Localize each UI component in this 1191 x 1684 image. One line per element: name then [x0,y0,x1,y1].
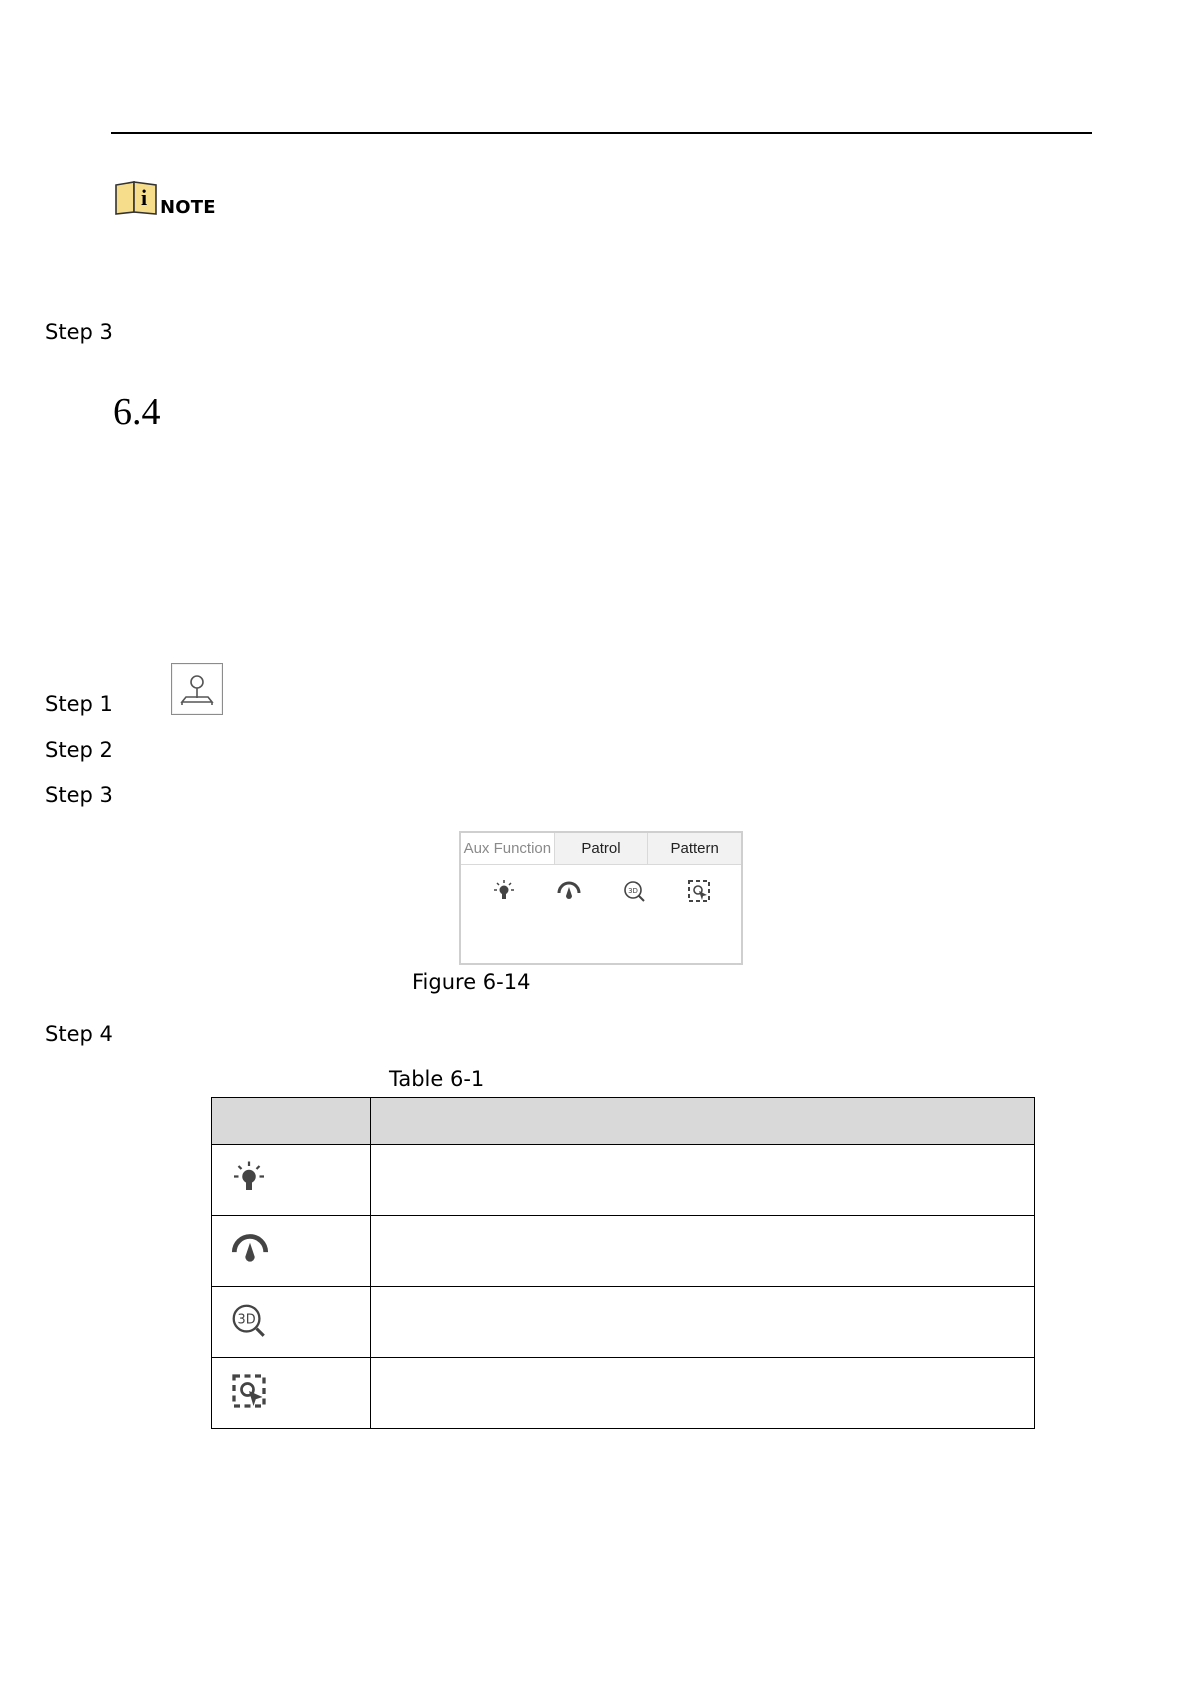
center-icon [228,1399,270,1416]
table-row [212,1287,1035,1358]
table-description-cell [371,1145,1035,1216]
table-description-cell [371,1287,1035,1358]
center-icon[interactable] [685,877,713,905]
tab-patrol[interactable]: Patrol [554,833,648,864]
svg-text:i: i [140,185,148,210]
step-label: Step 3 [45,320,113,344]
panel-tabs [461,833,741,865]
table-row [212,1145,1035,1216]
light-icon[interactable] [490,877,518,905]
table-description-cell [371,1358,1035,1429]
tab-pattern[interactable]: Pattern [647,833,741,864]
svg-text:3D: 3D [627,887,638,895]
section-number: 6.4 [113,391,161,433]
aux-function-panel [459,831,743,965]
table-header-row [212,1098,1035,1145]
step-label: Step 2 [45,738,113,762]
tab-aux-function[interactable]: Aux Function [461,833,554,864]
3d-zoom-icon [228,1312,268,1344]
table-header-cell [371,1098,1035,1145]
figure-caption: Figure 6-14 [412,970,531,994]
3d-zoom-icon[interactable] [620,877,648,905]
table-header-cell [212,1098,371,1145]
header-rule [111,132,1092,134]
ptz-joystick-icon[interactable] [171,663,223,715]
table-row [212,1216,1035,1287]
table-row [212,1358,1035,1429]
table-icon-cell [212,1145,371,1216]
table-icon-cell [212,1358,371,1429]
svg-text:3D: 3D [237,1312,256,1328]
step-label: Step 1 [45,692,113,716]
table-icon-cell [212,1287,371,1358]
wiper-icon[interactable] [555,877,583,905]
table-description-cell [371,1216,1035,1287]
info-book-icon [114,181,158,220]
step-label: Step 3 [45,783,113,807]
aux-icons-row [461,865,741,905]
wiper-icon [228,1258,272,1275]
aux-function-table [211,1097,1035,1429]
note-label: NOTE [160,197,216,218]
step-label: Step 4 [45,1022,113,1046]
table-caption: Table 6-1 [389,1067,485,1091]
table-icon-cell [212,1216,371,1287]
note-marker [114,184,216,220]
light-icon [228,1186,270,1203]
